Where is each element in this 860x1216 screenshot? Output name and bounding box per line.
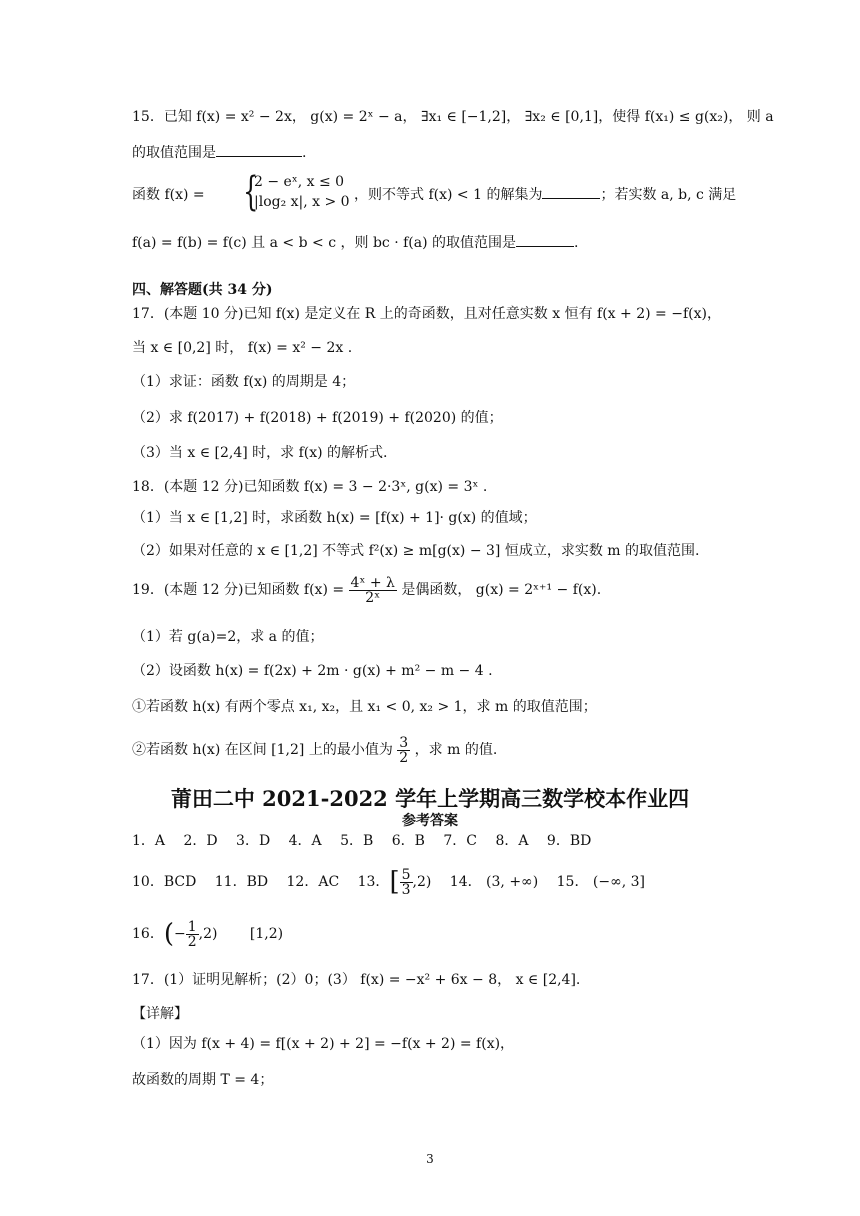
answers-subtitle: 参考答案: [402, 813, 458, 829]
q19-p4-num: 3: [399, 734, 409, 751]
paren-icon: (: [163, 919, 174, 949]
q15-line2-end: .: [302, 145, 307, 161]
q17-line2: 当 x ∈ [0,2] 时， f(x) = x² − 2x .: [132, 340, 353, 356]
sol17-line1: 17．(1）证明见解析；(2）0；(3） f(x) = −x² + 6x − 8， x ∈ [2,4].: [132, 972, 581, 988]
q19-part4: [132, 734, 497, 766]
q19-part3: ①若函数 h(x) 有两个零点 x₁, x₂，且 x₁ < 0, x₂ > 1，求 m 的取值范围；: [132, 699, 597, 715]
q16-answer-blank-1: [542, 184, 600, 199]
answer13-fraction: [400, 868, 413, 897]
answer13-tail: ,2): [412, 874, 432, 890]
q17-part1: （1）求证：函数 f(x) 的周期是 4；: [132, 374, 356, 390]
q16-after-text-2: ；若实数 a, b, c 满足: [600, 187, 737, 203]
sol17-line2: （1）因为 f(x + 4) = f[(x + 2) + 2] = −f(x + 2) = f(x)，: [132, 1036, 515, 1052]
q19-fraction: [349, 576, 397, 605]
page-number: 3: [426, 1152, 434, 1166]
q19-frac-den: 2ˣ: [365, 589, 381, 606]
q16-case1: 2 − eˣ, x ≤ 0: [254, 174, 345, 190]
q17-line1: 17．(本题 10 分)已知 f(x) 是定义在 R 上的奇函数，且对任意实数 x 恒有 f(x + 2) = −f(x)，: [132, 306, 721, 322]
q19-part2: （2）设函数 h(x) = f(2x) + 2m · g(x) + m² − m − 4 .: [132, 663, 493, 679]
q19-frac-num: 4ˣ + λ: [350, 574, 395, 591]
q19-part1: （1）若 g(a)=2，求 a 的值；: [132, 629, 324, 645]
q18-line1: 18．(本题 12 分)已知函数 f(x) = 3 − 2·3ˣ, g(x) = 3ˣ .: [132, 479, 488, 495]
q19-p4-pre: ②若函数 h(x) 在区间 [1,2] 上的最小值为: [132, 742, 393, 758]
section-four-heading: 四、解答题(共 34 分): [132, 282, 273, 298]
q19-post: 是偶函数， g(x) = 2ˣ⁺¹ − f(x).: [401, 582, 602, 598]
answer16-num: 1: [187, 918, 197, 935]
q18-part2: （2）如果对任意的 x ∈ [1,2] 不等式 f²(x) ≥ m[g(x) − 3] 恒成立，求实数 m 的取值范围.: [132, 543, 700, 559]
answer16-fraction: [186, 920, 199, 949]
q17-part3: （3）当 x ∈ [2,4] 时，求 f(x) 的解析式.: [132, 445, 388, 461]
bracket-icon: [: [389, 867, 400, 897]
q16-label: 函数 f(x) =: [132, 187, 205, 203]
sol17-detail: 【详解】: [132, 1006, 188, 1022]
q16-after: [354, 184, 736, 204]
answers-row1: 1．A 2．D 3．D 4．A 5．B 6．B 7．C 8．A 9．BD: [132, 833, 592, 849]
answers-row3: 16．(− $\frac{1}{2}$ ,2) [1,2): [132, 918, 284, 950]
q16-after-text: ，则不等式 f(x) < 1 的解集为: [354, 187, 543, 203]
q16-answer-blank-2: [516, 232, 574, 247]
sol17-line3: 故函数的周期 T = 4；: [132, 1072, 274, 1088]
answer13-num: 5: [401, 866, 411, 883]
q15-line1: 15．已知 f(x) = x² − 2x， g(x) = 2ˣ − a， ∃x₁ ∈ [−1,2]， ∃x₂ ∈ [0,1]，使得 f(x₁) ≤ g(x₂)， 则 a: [132, 109, 774, 125]
answer16-tail: ,2) [1,2): [198, 926, 284, 942]
q15-line2: [132, 142, 306, 162]
q16-line2-end: .: [574, 235, 579, 251]
q19-p4-den: 2: [399, 749, 409, 766]
q19-line1: [132, 574, 601, 606]
answers-row2-rest: 14． (3, +∞) 15． (−∞, 3]: [431, 874, 646, 890]
q19-p4-fraction: [397, 736, 410, 765]
answers-row3-pre: 16．: [132, 926, 164, 942]
q16-case2: |log₂ x|, x > 0: [254, 194, 350, 210]
q15-line2-text: 的取值范围是: [132, 145, 216, 161]
answers-row2: [132, 864, 645, 900]
brace-icon: {: [243, 169, 259, 215]
answers-row2-pre: 10．BCD 11．BD 12．AC 13．: [132, 874, 390, 890]
q19-p4-post: ，求 m 的值.: [414, 742, 498, 758]
q16-line2-text: f(a) = f(b) = f(c) 且 a < b < c ，则 bc · f(a) 的取值范围是: [132, 235, 516, 251]
q17-part2: （2）求 f(2017) + f(2018) + f(2019) + f(2020) 的值；: [132, 410, 503, 426]
q16-line2: [132, 232, 578, 252]
q19-pre: 19．(本题 12 分)已知函数 f(x) =: [132, 582, 345, 598]
answer16-den: 2: [187, 933, 197, 950]
answers-title: 莆田二中 2021-2022 学年上学期高三数学校本作业四: [170, 786, 690, 811]
q15-answer-blank: [216, 142, 302, 157]
q18-part1: （1）当 x ∈ [1,2] 时，求函数 h(x) = [f(x) + 1]· g(x) 的值域；: [132, 510, 537, 526]
answer13-den: 3: [401, 881, 411, 898]
